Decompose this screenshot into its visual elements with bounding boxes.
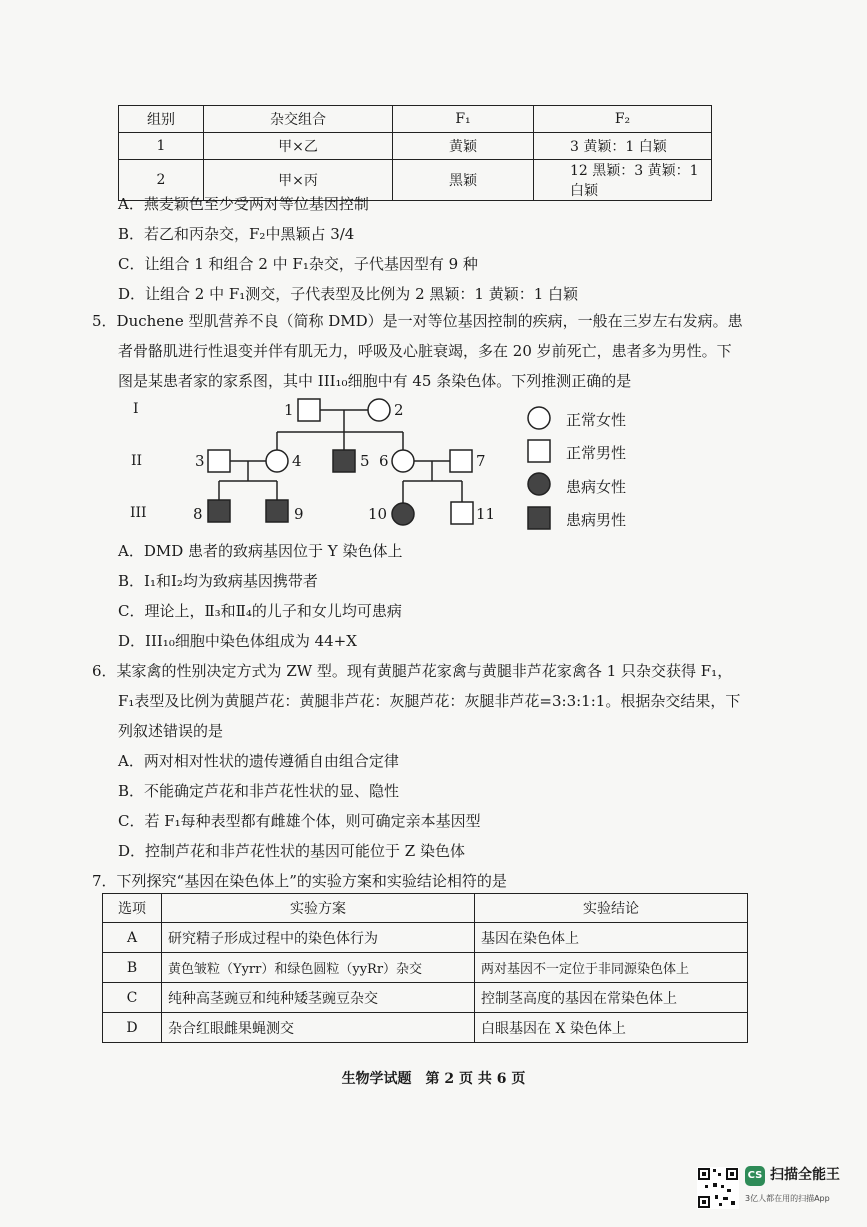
experiment-table	[102, 893, 748, 1043]
table-cell: 控制茎高度的基因在常染色体上	[475, 983, 748, 1013]
q5-option-c: C．理论上，Ⅱ₃和Ⅱ₄的儿子和女儿均可患病	[118, 602, 402, 620]
legend-label: 正常女性	[566, 411, 627, 429]
individual-number: 9	[294, 505, 304, 523]
table-cell: 黄颖	[393, 133, 534, 160]
table-header-cell: 组别	[119, 106, 204, 133]
table-cell: 研究精子形成过程中的染色体行为	[162, 923, 475, 953]
table-cell: 纯种高茎豌豆和纯种矮茎豌豆杂交	[162, 983, 475, 1013]
table-header-cell: 实验结论	[475, 894, 748, 923]
individual-10-affected-female	[392, 503, 414, 525]
legend-label: 正常男性	[566, 444, 627, 462]
q5-stem-line: 者骨骼肌进行性退变并伴有肌无力，呼吸及心脏衰竭，多在 20 岁前死亡，患者多为男性。下	[118, 342, 732, 360]
individual-4-normal-female	[266, 450, 288, 472]
table-cell: 甲×乙	[204, 133, 393, 160]
table-row	[103, 983, 748, 1013]
table-cell: C	[103, 983, 162, 1013]
q5-stem-line: 图是某患者家的家系图，其中 III₁₀细胞中有 45 条染色体。下列推测正确的是	[118, 372, 632, 390]
individual-2-normal-female	[368, 399, 390, 421]
qr-code-icon	[697, 1167, 739, 1209]
scanner-app-logo: CS	[745, 1166, 765, 1186]
table-cell: B	[103, 953, 162, 983]
individual-number: 6	[379, 452, 389, 470]
q6-option-d: D．控制芦花和非芦花性状的基因可能位于 Z 染色体	[118, 842, 465, 860]
table-header-row	[103, 894, 748, 923]
individual-6-normal-female	[392, 450, 414, 472]
legend-affected-female-symbol	[528, 473, 550, 495]
table-cell: 黄色皱粒（Yyrr）和绿色圆粒（yyRr）杂交	[162, 953, 475, 983]
generation-label: I	[133, 401, 139, 417]
individual-number: 2	[394, 401, 404, 419]
individual-number: 5	[360, 452, 370, 470]
individual-number: 10	[368, 505, 388, 523]
table-cell: A	[103, 923, 162, 953]
generation-label: III	[130, 505, 147, 521]
table-row	[103, 923, 748, 953]
page-footer: 生物学试题 第 2 页 共 6 页	[341, 1071, 526, 1087]
table-header-cell: 杂交组合	[204, 106, 393, 133]
generation-label: II	[131, 453, 143, 469]
individual-number: 7	[476, 452, 486, 470]
table-cell: 白眼基因在 X 染色体上	[475, 1013, 748, 1043]
table-cell: D	[103, 1013, 162, 1043]
table-cell: 甲×丙	[204, 160, 393, 201]
q5-option-a: A．DMD 患者的致病基因位于 Y 染色体上	[118, 542, 403, 560]
q5-option-b: B．Ⅰ₁和Ⅰ₂均为致病基因携带者	[118, 572, 318, 590]
scanner-app-name: 扫描全能王	[770, 1167, 840, 1183]
individual-1-normal-male	[298, 399, 320, 421]
q4-option-d: D．让组合 2 中 F₁测交，子代表型及比例为 2 黑颖：1 黄颖：1 白颖	[118, 285, 579, 303]
table-cell: 两对基因不一定位于非同源染色体上	[475, 953, 748, 983]
individual-8-affected-male	[208, 500, 230, 522]
table-cell: 3 黄颖：1 白颖	[534, 133, 712, 160]
table-cell: 12 黑颖：3 黄颖：1 白颖	[534, 160, 712, 201]
table-row	[103, 953, 748, 983]
q6-stem-line: 列叙述错误的是	[118, 722, 224, 740]
q6-option-c: C．若 F₁每种表型都有雌雄个体，则可确定亲本基因型	[118, 812, 481, 830]
q7-stem: 7．下列探究“基因在染色体上”的实验方案和实验结论相符的是	[92, 872, 507, 890]
q6-option-b: B．不能确定芦花和非芦花性状的显、隐性	[118, 782, 400, 800]
table-cell: 杂合红眼雌果蝇测交	[162, 1013, 475, 1043]
individual-number: 4	[292, 452, 302, 470]
individual-9-affected-male	[266, 500, 288, 522]
table-header-cell: 选项	[103, 894, 162, 923]
q5-option-d: D．III₁₀细胞中染色体组成为 44+X	[118, 632, 357, 650]
individual-number: 1	[284, 401, 294, 419]
table-header-cell: F₁	[393, 106, 534, 133]
legend-label: 患病女性	[566, 478, 627, 496]
legend-normal-male-symbol	[528, 440, 550, 462]
table-cell: 基因在染色体上	[475, 923, 748, 953]
individual-number: 11	[476, 505, 496, 523]
legend-affected-male-symbol	[528, 507, 550, 529]
table-header-row	[119, 106, 712, 133]
q6-stem-line: 6．某家禽的性别决定方式为 ZW 型。现有黄腿芦花家禽与黄腿非芦花家禽各 1 只杂交获得 F₁，	[92, 662, 733, 680]
q4-option-a: A．燕麦颖色至少受两对等位基因控制	[118, 195, 369, 213]
q4-option-c: C．让组合 1 和组合 2 中 F₁杂交，子代基因型有 9 种	[118, 255, 478, 273]
table-row	[119, 133, 712, 160]
table-cell: 1	[119, 133, 204, 160]
scanner-app-tagline: 3亿人都在用的扫描App	[745, 1194, 830, 1203]
individual-3-normal-male	[208, 450, 230, 472]
table-header-cell: F₂	[534, 106, 712, 133]
individual-5-affected-male	[333, 450, 355, 472]
q5-stem-line: 5．Duchene 型肌营养不良（简称 DMD）是一对等位基因控制的疾病，一般在三岁左右发病。患	[92, 312, 743, 330]
q6-option-a: A．两对相对性状的遗传遵循自由组合定律	[118, 752, 399, 770]
individual-number: 3	[195, 452, 205, 470]
legend-label: 患病男性	[566, 511, 627, 529]
individual-number: 8	[193, 505, 203, 523]
individual-7-normal-male	[450, 450, 472, 472]
table-cell: 2	[119, 160, 204, 201]
individual-11-normal-male	[451, 502, 473, 524]
q4-option-b: B．若乙和丙杂交，F₂中黑颖占 3/4	[118, 225, 355, 243]
table-header-cell: 实验方案	[162, 894, 475, 923]
table-row	[103, 1013, 748, 1043]
cross-table	[118, 105, 712, 201]
q6-stem-line: F₁表型及比例为黄腿芦花：黄腿非芦花：灰腿芦花：灰腿非芦花=3:3:1:1。根据杂交结果，下	[118, 692, 741, 710]
legend-normal-female-symbol	[528, 407, 550, 429]
table-cell: 黑颖	[393, 160, 534, 201]
